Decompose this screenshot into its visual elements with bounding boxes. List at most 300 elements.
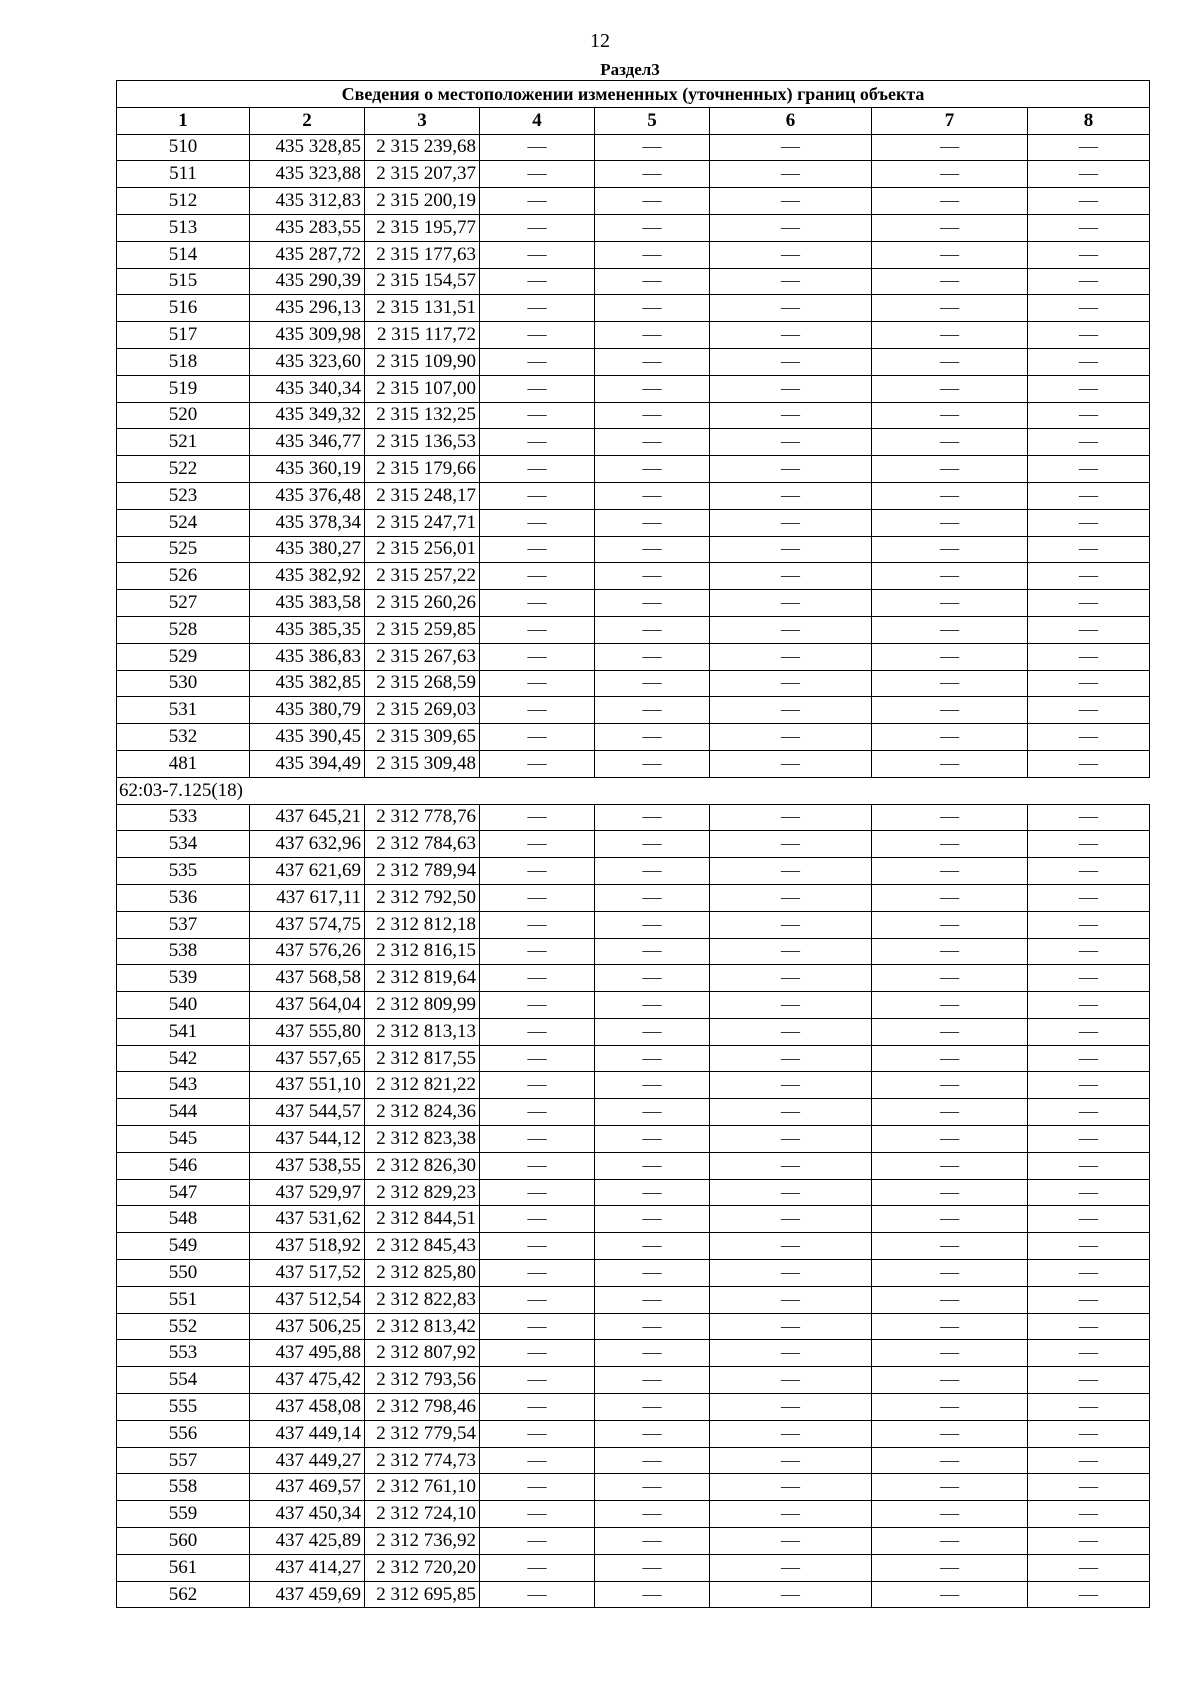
empty-value-cell: — [1028,214,1150,241]
x-coordinate-cell: 435 340,34 [250,375,365,402]
table-row [117,429,1150,456]
y-coordinate-cell: 2 312 792,50 [365,884,480,911]
x-coordinate-cell: 435 323,60 [250,348,365,375]
empty-value-cell: — [710,697,872,724]
table-row [117,1286,1150,1313]
empty-value-cell: — [1028,1420,1150,1447]
y-coordinate-cell: 2 315 132,25 [365,402,480,429]
empty-value-cell: — [480,616,595,643]
empty-value-cell: — [710,911,872,938]
x-coordinate-cell: 437 538,55 [250,1152,365,1179]
y-coordinate-cell: 2 315 117,72 [365,322,480,349]
empty-value-cell: — [595,670,710,697]
empty-value-cell: — [1028,992,1150,1019]
empty-value-cell: — [1028,509,1150,536]
empty-value-cell: — [872,804,1028,831]
empty-value-cell: — [595,1126,710,1153]
empty-value-cell: — [710,1394,872,1421]
x-coordinate-cell: 437 469,57 [250,1474,365,1501]
y-coordinate-cell: 2 315 309,48 [365,750,480,777]
empty-value-cell: — [1028,724,1150,751]
empty-value-cell: — [872,858,1028,885]
empty-value-cell: — [872,429,1028,456]
empty-value-cell: — [480,1420,595,1447]
empty-value-cell: — [872,1099,1028,1126]
point-number-cell: 552 [117,1313,250,1340]
table-row [117,697,1150,724]
empty-value-cell: — [480,1581,595,1608]
empty-value-cell: — [872,1045,1028,1072]
empty-value-cell: — [1028,884,1150,911]
y-coordinate-cell: 2 312 812,18 [365,911,480,938]
y-coordinate-cell: 2 315 257,22 [365,563,480,590]
empty-value-cell: — [710,750,872,777]
column-header-6: 6 [710,107,872,134]
empty-value-cell: — [872,1233,1028,1260]
point-number-cell: 512 [117,188,250,215]
empty-value-cell: — [1028,938,1150,965]
empty-value-cell: — [480,1045,595,1072]
empty-value-cell: — [710,884,872,911]
y-coordinate-cell: 2 315 109,90 [365,348,480,375]
empty-value-cell: — [1028,1206,1150,1233]
x-coordinate-cell: 435 283,55 [250,214,365,241]
empty-value-cell: — [1028,429,1150,456]
table-row [117,938,1150,965]
table-row [117,858,1150,885]
point-number-cell: 524 [117,509,250,536]
empty-value-cell: — [1028,402,1150,429]
point-number-cell: 535 [117,858,250,885]
y-coordinate-cell: 2 312 817,55 [365,1045,480,1072]
table-row [117,1554,1150,1581]
table-row [117,643,1150,670]
table-row [117,1126,1150,1153]
empty-value-cell: — [595,1474,710,1501]
empty-value-cell: — [872,348,1028,375]
column-header-4: 4 [480,107,595,134]
empty-value-cell: — [480,482,595,509]
point-number-cell: 531 [117,697,250,724]
table-row [117,1501,1150,1528]
x-coordinate-cell: 435 385,35 [250,616,365,643]
empty-value-cell: — [595,268,710,295]
table-row [117,134,1150,161]
x-coordinate-cell: 437 425,89 [250,1528,365,1555]
empty-value-cell: — [480,643,595,670]
empty-value-cell: — [1028,375,1150,402]
table-row [117,1260,1150,1287]
empty-value-cell: — [872,1447,1028,1474]
empty-value-cell: — [710,1018,872,1045]
empty-value-cell: — [710,188,872,215]
empty-value-cell: — [595,1206,710,1233]
table-row [117,992,1150,1019]
table-row [117,214,1150,241]
empty-value-cell: — [595,456,710,483]
empty-value-cell: — [1028,1072,1150,1099]
empty-value-cell: — [595,938,710,965]
empty-value-cell: — [1028,1286,1150,1313]
table-row [117,241,1150,268]
empty-value-cell: — [480,1528,595,1555]
empty-value-cell: — [872,134,1028,161]
x-coordinate-cell: 437 414,27 [250,1554,365,1581]
point-number-cell: 541 [117,1018,250,1045]
empty-value-cell: — [595,1367,710,1394]
empty-value-cell: — [480,1260,595,1287]
empty-value-cell: — [872,1286,1028,1313]
point-number-cell: 545 [117,1126,250,1153]
table-row [117,1152,1150,1179]
empty-value-cell: — [480,188,595,215]
empty-value-cell: — [1028,295,1150,322]
y-coordinate-cell: 2 312 819,64 [365,965,480,992]
empty-value-cell: — [1028,1340,1150,1367]
table-title-row [117,81,1150,108]
point-number-cell: 530 [117,670,250,697]
empty-value-cell: — [710,643,872,670]
empty-value-cell: — [872,456,1028,483]
table-row [117,1233,1150,1260]
empty-value-cell: — [872,590,1028,617]
coordinates-table [116,80,1150,1608]
empty-value-cell: — [710,1581,872,1608]
group-label: 62:03-7.125(18) [117,777,1150,804]
point-number-cell: 527 [117,590,250,617]
empty-value-cell: — [872,724,1028,751]
x-coordinate-cell: 435 360,19 [250,456,365,483]
empty-value-cell: — [480,1394,595,1421]
table-title: Сведения о местоположении измененных (уточненных) границ объекта [117,81,1150,108]
y-coordinate-cell: 2 312 809,99 [365,992,480,1019]
x-coordinate-cell: 435 386,83 [250,643,365,670]
empty-value-cell: — [1028,1394,1150,1421]
table-row [117,804,1150,831]
point-number-cell: 557 [117,1447,250,1474]
empty-value-cell: — [595,697,710,724]
x-coordinate-cell: 435 309,98 [250,322,365,349]
table-row [117,1394,1150,1421]
empty-value-cell: — [872,992,1028,1019]
y-coordinate-cell: 2 315 256,01 [365,536,480,563]
x-coordinate-cell: 437 529,97 [250,1179,365,1206]
table-row [117,1099,1150,1126]
empty-value-cell: — [480,590,595,617]
empty-value-cell: — [480,402,595,429]
empty-value-cell: — [595,1554,710,1581]
x-coordinate-cell: 437 518,92 [250,1233,365,1260]
empty-value-cell: — [1028,1260,1150,1287]
table-row [117,161,1150,188]
table-row [117,375,1150,402]
point-number-cell: 561 [117,1554,250,1581]
table-row [117,536,1150,563]
point-number-cell: 538 [117,938,250,965]
y-coordinate-cell: 2 312 798,46 [365,1394,480,1421]
point-number-cell: 522 [117,456,250,483]
empty-value-cell: — [595,911,710,938]
empty-value-cell: — [480,241,595,268]
point-number-cell: 534 [117,831,250,858]
table-row [117,1340,1150,1367]
empty-value-cell: — [480,831,595,858]
empty-value-cell: — [1028,161,1150,188]
y-coordinate-cell: 2 315 248,17 [365,482,480,509]
point-number-cell: 510 [117,134,250,161]
empty-value-cell: — [480,1099,595,1126]
table-row [117,1420,1150,1447]
empty-value-cell: — [595,1340,710,1367]
empty-value-cell: — [710,402,872,429]
empty-value-cell: — [595,831,710,858]
column-header-5: 5 [595,107,710,134]
y-coordinate-cell: 2 315 131,51 [365,295,480,322]
empty-value-cell: — [595,1233,710,1260]
y-coordinate-cell: 2 312 826,30 [365,1152,480,1179]
y-coordinate-cell: 2 312 821,22 [365,1072,480,1099]
point-number-cell: 546 [117,1152,250,1179]
empty-value-cell: — [595,322,710,349]
empty-value-cell: — [595,536,710,563]
empty-value-cell: — [710,992,872,1019]
table-row [117,724,1150,751]
empty-value-cell: — [872,1367,1028,1394]
point-number-cell: 542 [117,1045,250,1072]
empty-value-cell: — [595,375,710,402]
empty-value-cell: — [872,295,1028,322]
table-row [117,482,1150,509]
x-coordinate-cell: 435 378,34 [250,509,365,536]
empty-value-cell: — [480,563,595,590]
table-row [117,1018,1150,1045]
x-coordinate-cell: 435 287,72 [250,241,365,268]
empty-value-cell: — [710,724,872,751]
empty-value-cell: — [1028,1367,1150,1394]
x-coordinate-cell: 437 459,69 [250,1581,365,1608]
empty-value-cell: — [710,1447,872,1474]
table-row [117,884,1150,911]
table-row [117,1072,1150,1099]
point-number-cell: 548 [117,1206,250,1233]
point-number-cell: 554 [117,1367,250,1394]
empty-value-cell: — [1028,911,1150,938]
empty-value-cell: — [1028,1554,1150,1581]
y-coordinate-cell: 2 312 724,10 [365,1501,480,1528]
empty-value-cell: — [480,295,595,322]
empty-value-cell: — [595,1420,710,1447]
empty-value-cell: — [710,804,872,831]
empty-value-cell: — [480,1313,595,1340]
empty-value-cell: — [480,214,595,241]
empty-value-cell: — [872,268,1028,295]
point-number-cell: 537 [117,911,250,938]
empty-value-cell: — [1028,134,1150,161]
point-number-cell: 556 [117,1420,250,1447]
empty-value-cell: — [595,402,710,429]
empty-value-cell: — [595,616,710,643]
x-coordinate-cell: 437 495,88 [250,1340,365,1367]
point-number-cell: 481 [117,750,250,777]
y-coordinate-cell: 2 315 259,85 [365,616,480,643]
y-coordinate-cell: 2 312 789,94 [365,858,480,885]
x-coordinate-cell: 435 296,13 [250,295,365,322]
empty-value-cell: — [710,1554,872,1581]
point-number-cell: 525 [117,536,250,563]
empty-value-cell: — [872,911,1028,938]
empty-value-cell: — [1028,1233,1150,1260]
table-row [117,1367,1150,1394]
empty-value-cell: — [710,375,872,402]
column-header-7: 7 [872,107,1028,134]
table-row [117,322,1150,349]
empty-value-cell: — [480,1233,595,1260]
table-row [117,1179,1150,1206]
table-row [117,750,1150,777]
empty-value-cell: — [480,911,595,938]
table-row [117,402,1150,429]
empty-value-cell: — [710,1126,872,1153]
empty-value-cell: — [595,590,710,617]
empty-value-cell: — [710,1179,872,1206]
table-row [117,590,1150,617]
empty-value-cell: — [480,456,595,483]
empty-value-cell: — [710,590,872,617]
empty-value-cell: — [872,1340,1028,1367]
empty-value-cell: — [595,724,710,751]
point-number-cell: 559 [117,1501,250,1528]
empty-value-cell: — [480,1367,595,1394]
x-coordinate-cell: 435 376,48 [250,482,365,509]
empty-value-cell: — [1028,1152,1150,1179]
empty-value-cell: — [1028,1474,1150,1501]
empty-value-cell: — [872,1554,1028,1581]
empty-value-cell: — [1028,831,1150,858]
empty-value-cell: — [595,1045,710,1072]
x-coordinate-cell: 435 383,58 [250,590,365,617]
empty-value-cell: — [872,938,1028,965]
empty-value-cell: — [480,375,595,402]
empty-value-cell: — [480,429,595,456]
empty-value-cell: — [595,1501,710,1528]
x-coordinate-cell: 437 617,11 [250,884,365,911]
point-number-cell: 513 [117,214,250,241]
empty-value-cell: — [595,965,710,992]
x-coordinate-cell: 435 328,85 [250,134,365,161]
empty-value-cell: — [480,965,595,992]
empty-value-cell: — [1028,1018,1150,1045]
empty-value-cell: — [710,482,872,509]
empty-value-cell: — [480,804,595,831]
empty-value-cell: — [1028,1528,1150,1555]
empty-value-cell: — [595,1260,710,1287]
empty-value-cell: — [595,161,710,188]
empty-value-cell: — [710,1206,872,1233]
point-number-cell: 523 [117,482,250,509]
x-coordinate-cell: 435 312,83 [250,188,365,215]
empty-value-cell: — [872,643,1028,670]
point-number-cell: 532 [117,724,250,751]
empty-value-cell: — [872,563,1028,590]
empty-value-cell: — [872,1179,1028,1206]
empty-value-cell: — [595,1581,710,1608]
section-title: Раздел3 [600,60,660,79]
empty-value-cell: — [872,1152,1028,1179]
empty-value-cell: — [872,1420,1028,1447]
table-row [117,1474,1150,1501]
y-coordinate-cell: 2 315 267,63 [365,643,480,670]
empty-value-cell: — [595,643,710,670]
point-number-cell: 519 [117,375,250,402]
empty-value-cell: — [480,724,595,751]
point-number-cell: 516 [117,295,250,322]
empty-value-cell: — [710,1474,872,1501]
empty-value-cell: — [710,965,872,992]
empty-value-cell: — [872,1501,1028,1528]
table-row [117,1206,1150,1233]
empty-value-cell: — [872,697,1028,724]
empty-value-cell: — [480,1501,595,1528]
empty-value-cell: — [595,134,710,161]
empty-value-cell: — [710,322,872,349]
empty-value-cell: — [872,375,1028,402]
empty-value-cell: — [710,1367,872,1394]
point-number-cell: 555 [117,1394,250,1421]
point-number-cell: 558 [117,1474,250,1501]
empty-value-cell: — [1028,590,1150,617]
x-coordinate-cell: 437 450,34 [250,1501,365,1528]
page-number: 12 [590,30,610,52]
x-coordinate-cell: 435 380,27 [250,536,365,563]
x-coordinate-cell: 437 449,27 [250,1447,365,1474]
column-header-2: 2 [250,107,365,134]
empty-value-cell: — [1028,1099,1150,1126]
table-row [117,188,1150,215]
point-number-cell: 536 [117,884,250,911]
y-coordinate-cell: 2 312 816,15 [365,938,480,965]
y-coordinate-cell: 2 315 179,66 [365,456,480,483]
empty-value-cell: — [872,1394,1028,1421]
column-header-1: 1 [117,107,250,134]
empty-value-cell: — [710,938,872,965]
y-coordinate-cell: 2 312 813,42 [365,1313,480,1340]
empty-value-cell: — [872,214,1028,241]
empty-value-cell: — [872,750,1028,777]
empty-value-cell: — [1028,1447,1150,1474]
empty-value-cell: — [1028,348,1150,375]
point-number-cell: 518 [117,348,250,375]
table-body [117,134,1150,1608]
x-coordinate-cell: 437 544,12 [250,1126,365,1153]
x-coordinate-cell: 435 346,77 [250,429,365,456]
point-number-cell: 511 [117,161,250,188]
empty-value-cell: — [710,161,872,188]
y-coordinate-cell: 2 312 695,85 [365,1581,480,1608]
empty-value-cell: — [1028,1045,1150,1072]
empty-value-cell: — [480,348,595,375]
empty-value-cell: — [872,670,1028,697]
empty-value-cell: — [595,1528,710,1555]
empty-value-cell: — [595,1018,710,1045]
empty-value-cell: — [710,1099,872,1126]
empty-value-cell: — [872,831,1028,858]
empty-value-cell: — [710,1152,872,1179]
empty-value-cell: — [710,1260,872,1287]
empty-value-cell: — [480,1447,595,1474]
table-row [117,509,1150,536]
empty-value-cell: — [595,750,710,777]
y-coordinate-cell: 2 315 195,77 [365,214,480,241]
